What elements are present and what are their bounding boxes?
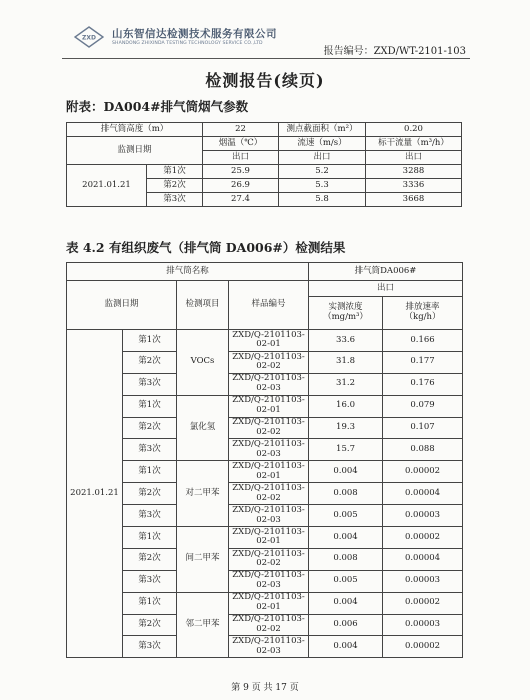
concentration-value: 19.3 [309,417,383,439]
flow-header: 标干流量（m³/h） [366,137,462,151]
emission-rate-header [383,297,463,330]
run-number: 第1次 [123,395,177,417]
sample-id: ZXD/Q-2101103-02-01 [229,461,309,483]
table-row [67,351,463,373]
table-row [67,373,463,395]
run-number: 第3次 [123,373,177,395]
appendix-heading: 附表：DA004#排气筒烟气参数 [66,99,249,114]
concentration-value: 0.006 [309,614,383,636]
run-number: 第2次 [123,417,177,439]
sample-id: ZXD/Q-2101103-02-02 [229,351,309,373]
sample-id: ZXD/Q-2101103-02-03 [229,373,309,395]
table-row [67,439,463,461]
run-number: 第3次 [123,570,177,592]
table-row [67,417,463,439]
run-number: 第1次 [123,330,177,352]
company-name-en: SHANDONG ZHIXINDA TESTING TECHNOLOGY SERVICE CO.,LTD [112,41,263,46]
outlet-label: 出口 [203,151,279,165]
emission-rate-label: 排放速率 [405,302,440,313]
concentration-value: 0.008 [309,548,383,570]
speed-header: 流速（m/s） [279,137,366,151]
height-value: 22 [203,123,279,137]
monitor-date: 2021.01.21 [67,165,147,207]
outlet-label: 出口 [279,151,366,165]
temp-value: 26.9 [203,179,279,193]
table-row [67,548,463,570]
page-header [62,22,470,59]
sample-id: ZXD/Q-2101103-02-03 [229,439,309,461]
test-item: 邻二甲苯 [177,592,229,658]
concentration-value: 31.8 [309,351,383,373]
test-item: 间二甲苯 [177,527,229,593]
concentration-value: 0.004 [309,527,383,549]
emission-results-table [66,262,463,658]
concentration-value: 0.008 [309,483,383,505]
table-4-2-heading: 表 4.2 有组织废气（排气筒 DA006#）检测结果 [66,240,346,255]
test-item: 对二甲苯 [177,461,229,527]
emission-rate-value: 0.00002 [383,527,463,549]
sample-id: ZXD/Q-2101103-02-02 [229,548,309,570]
sample-id: ZXD/Q-2101103-02-01 [229,527,309,549]
item-header: 检测项目 [177,281,229,330]
speed-value: 5.3 [279,179,366,193]
concentration-label: 实测浓度 [328,302,363,313]
monitor-date: 2021.01.21 [67,330,123,658]
emission-rate-value: 0.107 [383,417,463,439]
table-row [67,330,463,352]
sample-id: ZXD/Q-2101103-02-02 [229,614,309,636]
emission-rate-unit: （kg/h） [404,312,441,322]
table-row [67,505,463,527]
sample-id: ZXD/Q-2101103-02-03 [229,636,309,658]
run-number: 第3次 [123,439,177,461]
emission-rate-value: 0.088 [383,439,463,461]
table-row [67,592,463,614]
concentration-value: 0.004 [309,636,383,658]
table-row [67,614,463,636]
run-number: 第2次 [123,351,177,373]
concentration-value: 0.004 [309,461,383,483]
sample-id: ZXD/Q-2101103-02-01 [229,592,309,614]
concentration-value: 0.005 [309,570,383,592]
date-header: 监测日期 [67,137,203,165]
emission-rate-value: 0.00002 [383,461,463,483]
run-number: 第2次 [123,483,177,505]
stack-name-value: 排气筒DA006# [309,263,463,281]
table-row [67,461,463,483]
run-number: 第2次 [123,614,177,636]
emission-rate-value: 0.079 [383,395,463,417]
run-number: 第3次 [147,193,203,207]
concentration-value: 33.6 [309,330,383,352]
test-item: 氯化氢 [177,395,229,461]
sample-id-header: 样品编号 [229,281,309,330]
outlet-header: 出口 [309,281,463,297]
height-label: 排气筒高度（m） [67,123,203,137]
emission-rate-value: 0.176 [383,373,463,395]
run-number: 第3次 [123,636,177,658]
page-number: 第 9 页 共 17 页 [231,683,299,693]
outlet-label: 出口 [366,151,462,165]
emission-rate-value: 0.00003 [383,505,463,527]
flow-value: 3668 [366,193,462,207]
emission-rate-value: 0.00004 [383,548,463,570]
area-value: 0.20 [366,123,462,137]
sample-id: ZXD/Q-2101103-02-02 [229,417,309,439]
run-number: 第1次 [123,461,177,483]
concentration-value: 15.7 [309,439,383,461]
test-item: VOCs [177,330,229,396]
emission-rate-value: 0.166 [383,330,463,352]
run-number: 第1次 [123,527,177,549]
run-number: 第2次 [147,179,203,193]
report-number: 报告编号：ZXD/WT-2101-103 [323,46,466,57]
sample-id: ZXD/Q-2101103-02-03 [229,570,309,592]
emission-rate-value: 0.00003 [383,614,463,636]
concentration-value: 31.2 [309,373,383,395]
company-name-cn: 山东智信达检测技术服务有限公司 [112,28,277,40]
speed-value: 5.8 [279,193,366,207]
area-label: 测点截面积（m²） [279,123,366,137]
sample-id: ZXD/Q-2101103-02-02 [229,483,309,505]
page-title: 检测报告(续页) [205,71,325,90]
stack-name-header: 排气筒名称 [67,263,309,281]
run-number: 第3次 [123,505,177,527]
emission-rate-value: 0.00002 [383,592,463,614]
temp-value: 27.4 [203,193,279,207]
speed-value: 5.2 [279,165,366,179]
emission-rate-value: 0.177 [383,351,463,373]
run-number: 第1次 [147,165,203,179]
table-row [67,570,463,592]
company-logo-icon [74,26,104,48]
sample-id: ZXD/Q-2101103-02-01 [229,330,309,352]
concentration-value: 0.004 [309,592,383,614]
table-row [67,527,463,549]
emission-rate-value: 0.00004 [383,483,463,505]
run-number: 第1次 [123,592,177,614]
emission-rate-value: 0.00003 [383,570,463,592]
sample-id: ZXD/Q-2101103-02-01 [229,395,309,417]
stack-parameter-table [66,122,462,207]
temp-header: 烟温（℃） [203,137,279,151]
concentration-header [309,297,383,330]
concentration-value: 0.005 [309,505,383,527]
temp-value: 25.9 [203,165,279,179]
table-row [67,636,463,658]
table-row [67,483,463,505]
concentration-unit: （mg/m³） [323,312,368,322]
table-row [67,395,463,417]
run-number: 第2次 [123,548,177,570]
concentration-value: 16.0 [309,395,383,417]
date-header: 监测日期 [67,281,177,330]
flow-value: 3336 [366,179,462,193]
emission-rate-value: 0.00002 [383,636,463,658]
sample-id: ZXD/Q-2101103-02-03 [229,505,309,527]
flow-value: 3288 [366,165,462,179]
logo-text: ZXD [82,34,96,42]
